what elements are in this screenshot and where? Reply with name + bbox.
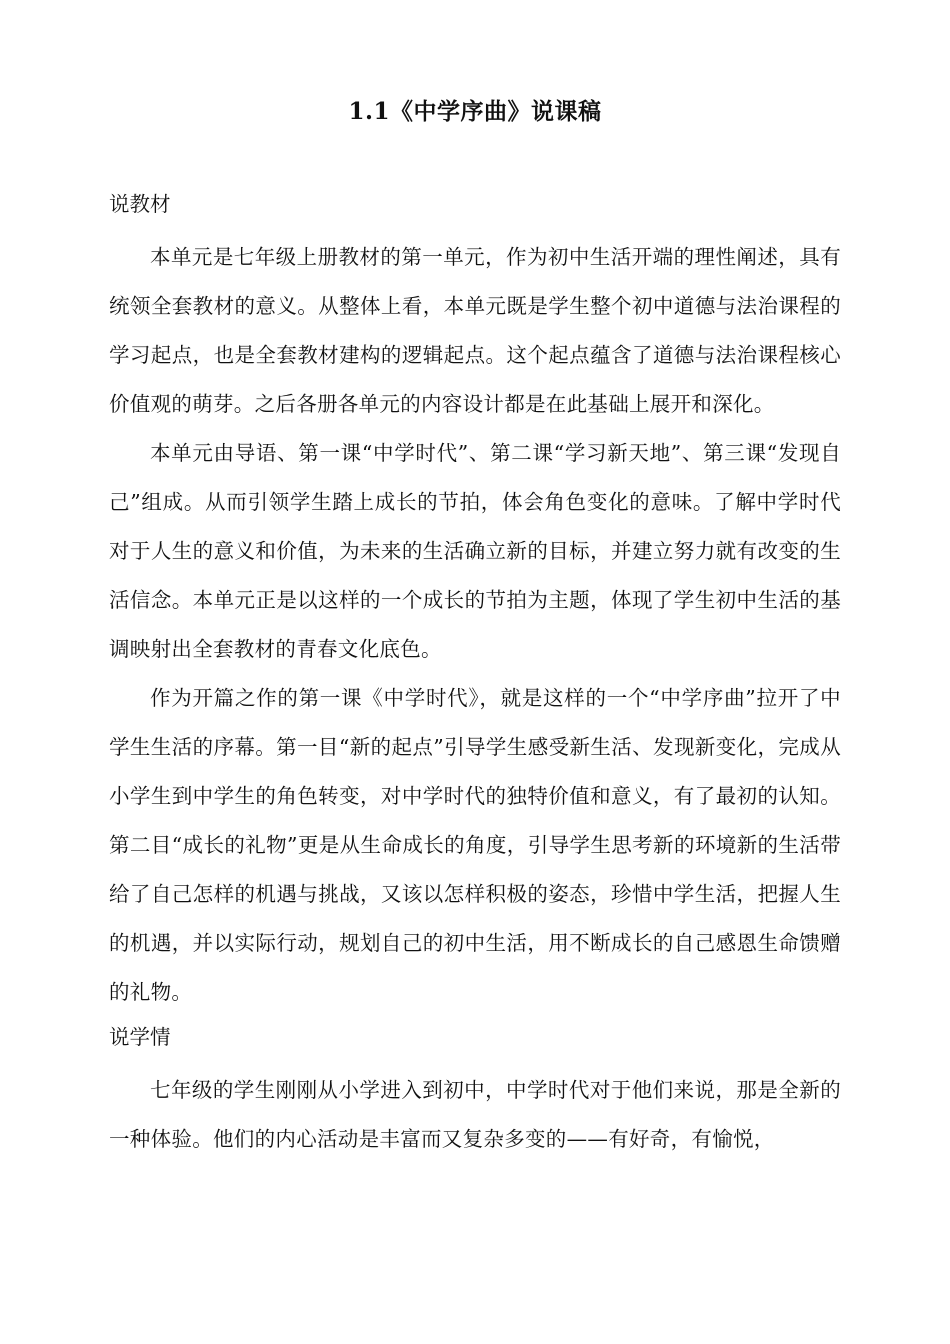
- paragraph: 本单元由导语、第一课“中学时代”、第二课“学习新天地”、第三课“发现自己”组成。从而引领学生踏上成长的节拍，体会角色变化的意味。了解中学时代对于人生的意义和价值，为未来的生活确立新的目标，并建立努力就有改变的生活信念。本单元正是以这样的一个成长的节拍为主题，体现了学生初中生活的基调映射出全套教材的青春文化底色。: [109, 441, 841, 661]
- document-body: [109, 184, 841, 1164]
- paragraph: 七年级的学生刚刚从小学进入到初中，中学时代对于他们来说，那是全新的一种体验。他们的内心活动是丰富而又复杂多变的——有好奇，有愉悦，: [109, 1078, 841, 1151]
- section-heading-textbook: 说教材: [109, 192, 171, 216]
- section-heading-students: 说学情: [109, 1025, 171, 1049]
- paragraph: 作为开篇之作的第一课《中学时代》，就是这样的一个“中学序曲”拉开了中学生生活的序幕。第一目“新的起点”引导学生感受新生活、发现新变化，完成从小学生到中学生的角色转变，对中学时代的独特价值和意义，有了最初的认知。第二目“成长的礼物”更是从生命成长的角度，引导学生思考新的环境新的生活带给了自己怎样的机遇与挑战，又该以怎样积极的姿态，珍惜中学生活，把握人生的机遇，并以实际行动，规划自己的初中生活，用不断成长的自己感恩生命馈赠的礼物。: [109, 686, 841, 1004]
- paragraph: 本单元是七年级上册教材的第一单元，作为初中生活开端的理性阐述，具有统领全套教材的意义。从整体上看，本单元既是学生整个初中道德与法治课程的学习起点，也是全套教材建构的逻辑起点。这个起点蕴含了道德与法治课程核心价值观的萌芽。之后各册各单元的内容设计都是在此基础上展开和深化。: [109, 245, 841, 416]
- document-title: 1.1《中学序曲》说课稿: [348, 98, 602, 125]
